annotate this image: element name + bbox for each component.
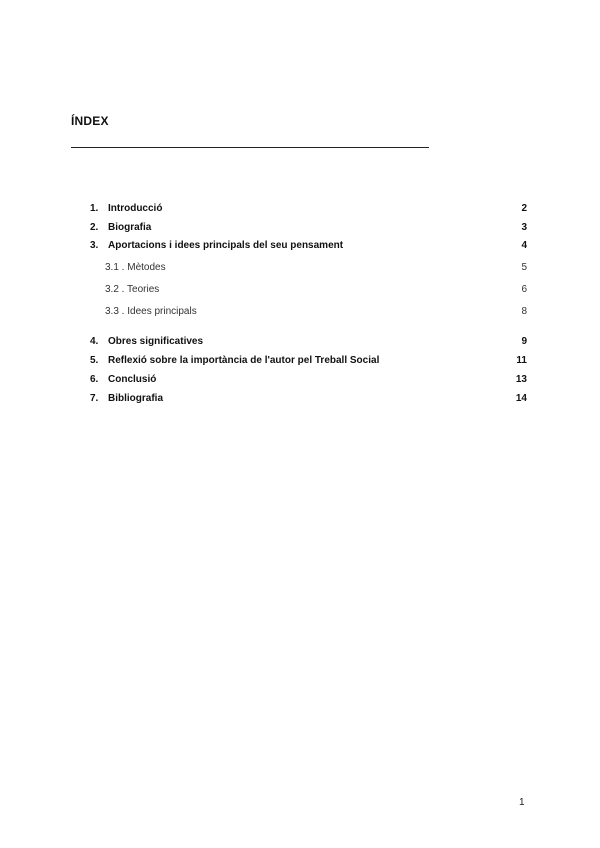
toc-entry-number: 1.: [90, 203, 99, 214]
toc-entry-introduccio[interactable]: [90, 202, 527, 216]
toc-entry-label: Bibliografia: [108, 393, 164, 404]
toc-entry-page: 2: [521, 203, 527, 214]
toc-entry-page: 14: [515, 393, 527, 404]
toc-entry-number: 2.: [90, 222, 99, 233]
toc-entry-conclusio[interactable]: [90, 373, 527, 387]
toc-subentry-teories[interactable]: [105, 283, 527, 297]
toc-entry-number: 5.: [90, 355, 99, 366]
toc-subentry-metodes[interactable]: [105, 261, 527, 275]
toc-entry-aportacions[interactable]: [90, 239, 527, 253]
page-title: ÍNDEX: [71, 114, 109, 128]
toc-entry-number: 4.: [90, 336, 99, 347]
toc-entry-number: 7.: [90, 393, 99, 404]
toc-entry-number: 6.: [90, 374, 99, 385]
toc-subentry-idees[interactable]: [105, 305, 527, 319]
toc-subentry-label: 3.2 . Teories: [105, 284, 160, 295]
toc-entry-page: 9: [521, 336, 527, 347]
toc-subentry-label: 3.1 . Mètodes: [105, 262, 166, 273]
toc-entry-obres[interactable]: [90, 335, 527, 349]
toc-entry-label: Conclusió: [108, 374, 157, 385]
toc-entry-page: 3: [521, 222, 527, 233]
toc-entry-label: Aportacions i idees principals del seu pensament: [108, 240, 344, 251]
toc-entry-number: 3.: [90, 240, 99, 251]
toc-subentry-page: 8: [521, 306, 527, 317]
toc-entry-label: Reflexió sobre la importància de l'autor pel Treball Social: [108, 355, 380, 366]
toc-entry-biografia[interactable]: [90, 221, 527, 235]
title-underline: [71, 147, 429, 148]
toc-subentry-page: 5: [521, 262, 527, 273]
toc-entry-label: Introducció: [108, 203, 163, 214]
toc-entry-reflexio[interactable]: [90, 354, 527, 368]
page-number: 1: [519, 797, 525, 808]
toc-entry-bibliografia[interactable]: [90, 392, 527, 406]
toc-entry-label: Obres significatives: [108, 336, 204, 347]
toc-entry-page: 13: [515, 374, 527, 385]
toc-subentry-page: 6: [521, 284, 527, 295]
toc-entry-page: 11: [516, 355, 527, 366]
toc-entry-page: 4: [521, 240, 527, 251]
toc-entry-label: Biografia: [108, 222, 152, 233]
toc-subentry-label: 3.3 . Idees principals: [105, 306, 197, 317]
